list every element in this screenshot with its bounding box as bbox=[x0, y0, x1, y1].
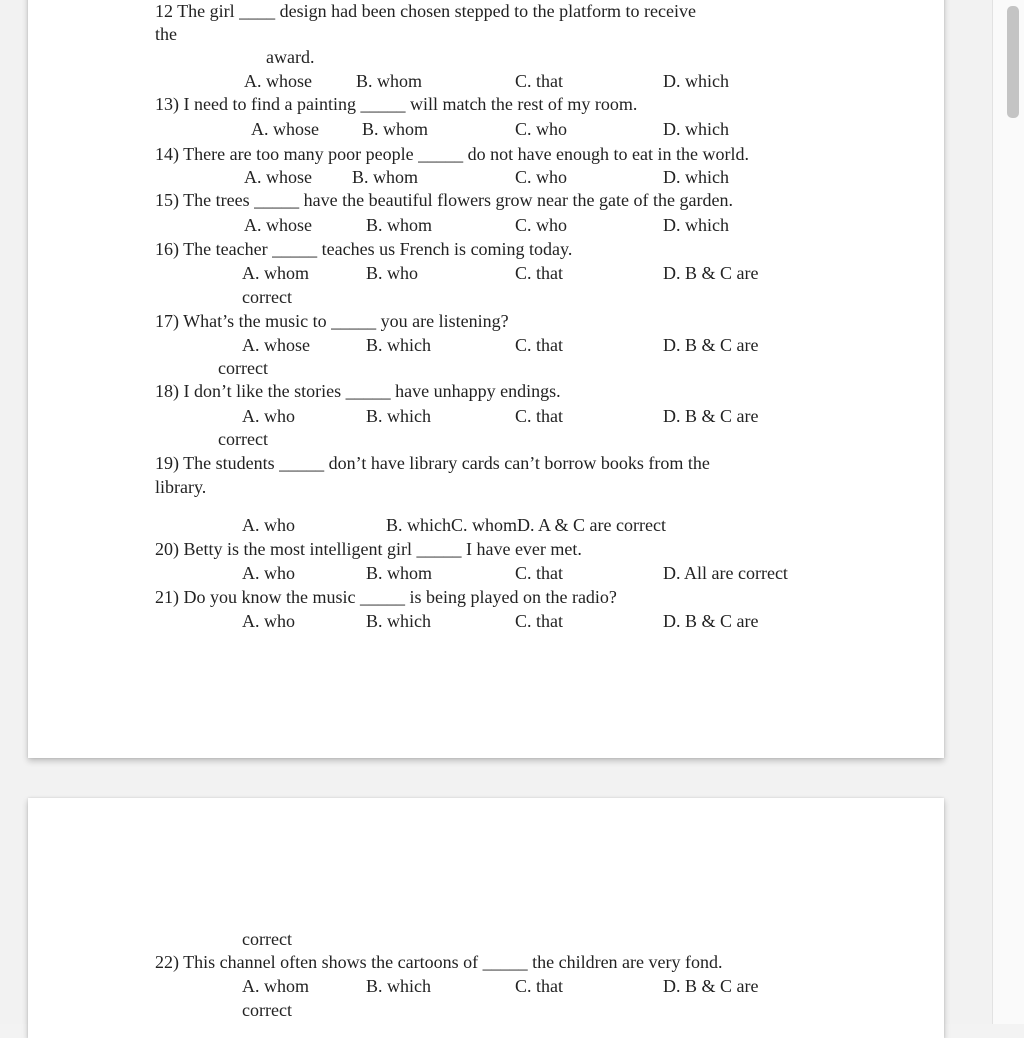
question-22-option-b: B. which bbox=[366, 976, 431, 996]
question-14-option-a: A. whose bbox=[244, 167, 312, 187]
question-14-option-c: C. who bbox=[515, 167, 568, 187]
question-16-option-b: B. who bbox=[366, 263, 419, 283]
question-17-option-b: B. which bbox=[366, 335, 431, 355]
question-20-option-b: B. whom bbox=[366, 563, 433, 583]
question-12-option-d: D. which bbox=[663, 71, 729, 91]
question-14-stem: 14) There are too many poor people _____ do not have enough to eat in the world. bbox=[155, 144, 750, 164]
question-15-option-c: C. who bbox=[515, 215, 568, 235]
question-22-option-a: A. whom bbox=[242, 976, 309, 996]
question-15-option-a: A. whose bbox=[244, 215, 312, 235]
document-page-2 bbox=[28, 798, 944, 1038]
question-18-option-c: C. that bbox=[515, 406, 563, 426]
question-12-option-b: B. whom bbox=[356, 71, 423, 91]
question-20-option-d: D. All are correct bbox=[663, 563, 788, 583]
question-22-option-c: C. that bbox=[515, 976, 563, 996]
question-12-option-c: C. that bbox=[515, 71, 563, 91]
question-17-option-d-continued: correct bbox=[218, 358, 268, 378]
question-16-option-c: C. that bbox=[515, 263, 563, 283]
question-22-option-d: D. B & C are bbox=[663, 976, 759, 996]
question-19-options-bcd: B. whichC. whomD. A & C are correct bbox=[386, 515, 666, 535]
vertical-scrollbar[interactable] bbox=[992, 0, 1024, 1024]
question-14-option-b: B. whom bbox=[352, 167, 419, 187]
document-page-1 bbox=[28, 0, 944, 758]
question-17-stem: 17) What’s the music to _____ you are listening? bbox=[155, 311, 509, 331]
question-17-option-c: C. that bbox=[515, 335, 563, 355]
question-16-option-d: D. B & C are bbox=[663, 263, 759, 283]
question-21-option-d-continued: correct bbox=[242, 929, 292, 949]
question-19-stem-wrap: library. bbox=[155, 477, 207, 497]
question-13-stem: 13) I need to find a painting _____ will match the rest of my room. bbox=[155, 94, 638, 114]
question-21-option-d: D. B & C are bbox=[663, 611, 759, 631]
question-21-option-b: B. which bbox=[366, 611, 431, 631]
question-13-option-c: C. who bbox=[515, 119, 568, 139]
question-18-option-b: B. which bbox=[366, 406, 431, 426]
question-16-option-a: A. whom bbox=[242, 263, 309, 283]
question-19-option-a: A. who bbox=[242, 515, 295, 535]
question-20-option-a: A. who bbox=[242, 563, 295, 583]
question-15-option-d: D. which bbox=[663, 215, 729, 235]
question-13-option-a: A. whose bbox=[251, 119, 319, 139]
question-12-stem-wrap: the bbox=[155, 24, 177, 44]
question-20-option-c: C. that bbox=[515, 563, 563, 583]
scrollbar-thumb[interactable] bbox=[1007, 6, 1019, 118]
question-12-option-a: A. whose bbox=[244, 71, 312, 91]
question-18-option-a: A. who bbox=[242, 406, 295, 426]
question-16-stem: 16) The teacher _____ teaches us French is coming today. bbox=[155, 239, 573, 259]
question-18-stem: 18) I don’t like the stories _____ have unhappy endings. bbox=[155, 381, 561, 401]
question-20-stem: 20) Betty is the most intelligent girl _____ I have ever met. bbox=[155, 539, 582, 559]
question-14-option-d: D. which bbox=[663, 167, 729, 187]
question-12-stem-continued: award. bbox=[266, 47, 315, 67]
question-15-stem: 15) The trees _____ have the beautiful flowers grow near the gate of the garden. bbox=[155, 190, 733, 210]
question-18-option-d: D. B & C are bbox=[663, 406, 759, 426]
question-21-option-a: A. who bbox=[242, 611, 295, 631]
question-12-stem: 12 The girl ____ design had been chosen stepped to the platform to receive bbox=[155, 1, 697, 21]
question-13-option-d: D. which bbox=[663, 119, 729, 139]
question-22-option-d-continued: correct bbox=[242, 1000, 292, 1020]
question-18-option-d-continued: correct bbox=[218, 429, 268, 449]
question-13-option-b: B. whom bbox=[362, 119, 429, 139]
question-22-stem: 22) This channel often shows the cartoons of _____ the children are very fond. bbox=[155, 952, 723, 972]
question-15-option-b: B. whom bbox=[366, 215, 433, 235]
question-16-option-d-continued: correct bbox=[242, 287, 292, 307]
question-19-stem: 19) The students _____ don’t have library cards can’t borrow books from the bbox=[155, 453, 710, 473]
question-21-option-c: C. that bbox=[515, 611, 563, 631]
question-17-option-a: A. whose bbox=[242, 335, 310, 355]
question-21-stem: 21) Do you know the music _____ is being played on the radio? bbox=[155, 587, 617, 607]
question-17-option-d: D. B & C are bbox=[663, 335, 759, 355]
